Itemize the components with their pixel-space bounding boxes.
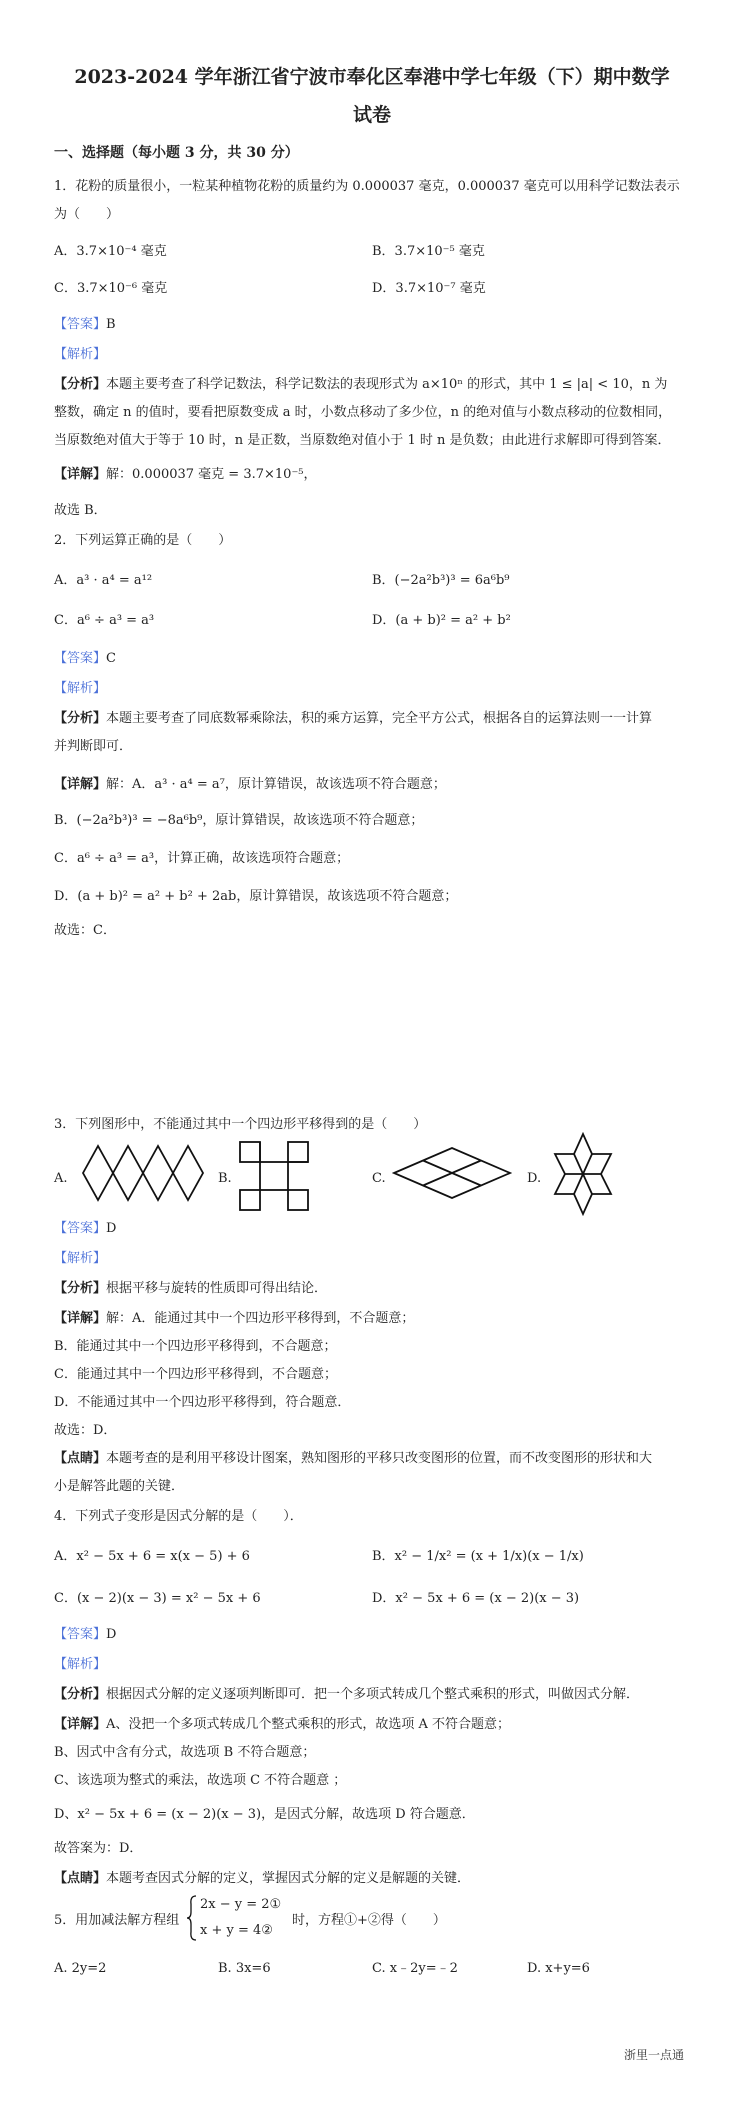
q3-figure-d — [545, 1132, 621, 1216]
q3-option-b-label: B. — [218, 1171, 232, 1186]
q2-analysis-label: 【解析】 — [54, 681, 107, 696]
comment-label: 【点睛】 — [54, 1871, 107, 1886]
q4-comment — [54, 1870, 470, 1888]
q4-option-a: A．x² − 5x + 6 = x(x − 5) + 6 — [54, 1549, 250, 1564]
answer-label: 【答案】 — [54, 1221, 107, 1236]
q1-answer-value: B — [106, 317, 116, 332]
fenxi-label: 【分析】 — [54, 1687, 107, 1702]
q3-option-a-label: A. — [54, 1171, 68, 1186]
q4-fenxi — [54, 1686, 639, 1704]
q2-detail-c: C．a⁶ ÷ a³ = a³，计算正确，故该选项符合题意； — [54, 851, 350, 866]
q4-detail-d: D、x² − 5x + 6 = (x − 2)(x − 3)，是因式分解，故选项 D 符合题意． — [54, 1807, 475, 1822]
q3-fenxi-text: 根据平移与旋转的性质即可得出结论． — [106, 1281, 328, 1296]
section-heading: 一、选择题（每小题 3 分，共 30 分） — [54, 145, 299, 161]
q1-option-b: B．3.7×10⁻⁵ 毫克 — [372, 244, 485, 259]
q3-conclusion: 故选：D． — [54, 1423, 117, 1438]
detail-label: 【详解】 — [54, 467, 107, 482]
detail-label: 【详解】 — [54, 1717, 107, 1732]
q4-stem: 4．下列式子变形是因式分解的是（ ）． — [54, 1509, 303, 1524]
q3-figure-b — [238, 1140, 310, 1212]
q4-option-b: B．x² − 1/x² = (x + 1/x)(x − 1/x) — [372, 1549, 584, 1564]
q4-option-d: D．x² − 5x + 6 = (x − 2)(x − 3) — [372, 1591, 580, 1606]
q4-answer-value: D — [106, 1627, 117, 1642]
q2-answer-value: C — [106, 651, 116, 666]
q3-option-d-label: D. — [527, 1171, 542, 1186]
q4-option-c: C．(x − 2)(x − 3) = x² − 5x + 6 — [54, 1591, 261, 1606]
q1-conclusion: 故选 B． — [54, 503, 107, 518]
q5-option-b: B. 3x=6 — [218, 1961, 271, 1976]
q1-stem: 1．花粉的质量很小，一粒某种植物花粉的质量约为 0.000037 毫克，0.000037 毫克可以用科学记数法表示 — [54, 179, 680, 194]
page-title-line2: 试卷 — [352, 104, 391, 126]
q1-fenxi-line3: 当原数绝对值大于等于 10 时，n 是正数，当原数绝对值小于 1 时 n 是负数；由此进行求解即可得到答案． — [54, 433, 671, 448]
q4-detail-c: C、该选项为整式的乘法，故选项 C 不符合题意 ； — [54, 1773, 347, 1788]
q3-answer-value: D — [106, 1221, 117, 1236]
q2-option-d: D．(a + b)² = a² + b² — [372, 613, 511, 628]
q1-detail-text: 解：0.000037 毫克 = 3.7×10⁻⁵， — [106, 467, 317, 482]
q5-equation-2: x + y = 4② — [200, 1923, 273, 1938]
q3-figure-c — [392, 1146, 512, 1200]
q4-analysis-label: 【解析】 — [54, 1657, 107, 1672]
q3-comment — [54, 1450, 652, 1468]
q3-analysis-label: 【解析】 — [54, 1251, 107, 1266]
q1-analysis-label: 【解析】 — [54, 347, 107, 362]
detail-label: 【详解】 — [54, 1311, 107, 1326]
answer-label: 【答案】 — [54, 1627, 107, 1642]
q3-comment-text: 本题考查的是利用平移设计图案，熟知图形的平移只改变图形的位置，而不改变图形的形状和大 — [106, 1451, 653, 1466]
q3-answer — [54, 1220, 116, 1238]
q1-option-c: C．3.7×10⁻⁶ 毫克 — [54, 281, 168, 296]
fenxi-label: 【分析】 — [54, 1281, 107, 1296]
q5-option-d: D. x+y=6 — [527, 1961, 590, 1976]
q2-fenxi — [54, 710, 652, 728]
q3-stem: 3．下列图形中，不能通过其中一个四边形平移得到的是（ ） — [54, 1117, 427, 1132]
q3-detail-b: B．能通过其中一个四边形平移得到，不合题意； — [54, 1339, 337, 1354]
q2-option-b: B．(−2a²b³)³ = 6a⁶b⁹ — [372, 573, 510, 588]
q4-detail-a-text: A、没把一个多项式转成几个整式乘积的形式，故选项 A 不符合题意； — [106, 1717, 511, 1732]
q2-detail-b: B．(−2a²b³)³ = −8a⁶b⁹，原计算错误，故该选项不符合题意； — [54, 813, 424, 828]
q2-answer — [54, 650, 116, 668]
q3-detail-a-text: 解：A．能通过其中一个四边形平移得到，不合题意； — [106, 1311, 415, 1326]
q5-stem: 5．用加减法解方程组 — [54, 1913, 180, 1928]
q3-comment-line2: 小是解答此题的关键． — [54, 1479, 185, 1494]
q3-fenxi — [54, 1280, 327, 1298]
q1-detail — [54, 466, 317, 484]
q2-detail-a-text: 解：A．a³ · a⁴ = a⁷，原计算错误，故该选项不符合题意； — [106, 777, 446, 792]
q2-fenxi-line2: 并判断即可． — [54, 739, 133, 754]
q3-figure-a — [80, 1143, 210, 1203]
q1-option-a: A．3.7×10⁻⁴ 毫克 — [54, 244, 167, 259]
detail-label: 【详解】 — [54, 777, 107, 792]
q4-detail-b: B、因式中含有分式，故选项 B 不符合题意； — [54, 1745, 316, 1760]
q5-option-a: A. 2y=2 — [54, 1961, 107, 1976]
fenxi-label: 【分析】 — [54, 377, 107, 392]
q2-conclusion: 故选：C． — [54, 923, 116, 938]
q3-detail-a — [54, 1310, 414, 1328]
q4-detail-a — [54, 1716, 510, 1734]
q1-fenxi — [54, 376, 667, 394]
q4-fenxi-text: 根据因式分解的定义逐项判断即可．把一个多项式转成几个整式乘积的形式，叫做因式分解． — [106, 1687, 640, 1702]
q5-equation-1: 2x − y = 2① — [200, 1897, 282, 1912]
q4-answer — [54, 1626, 116, 1644]
comment-label: 【点睛】 — [54, 1451, 107, 1466]
page-title: 2023-2024 学年浙江省宁波市奉化区奉港中学七年级（下）期中数学 — [74, 66, 670, 88]
q1-option-d: D．3.7×10⁻⁷ 毫克 — [372, 281, 486, 296]
q1-fenxi-text: 本题主要考查了科学记数法，科学记数法的表现形式为 a×10ⁿ 的形式，其中 1 ≤ |a| < 10，n 为 — [106, 377, 668, 392]
q3-option-c-label: C. — [372, 1171, 386, 1186]
answer-label: 【答案】 — [54, 651, 107, 666]
q1-stem-cont: 为（ ） — [54, 207, 120, 222]
q2-detail-a — [54, 776, 446, 794]
fenxi-label: 【分析】 — [54, 711, 107, 726]
answer-label: 【答案】 — [54, 317, 107, 332]
q2-option-c: C．a⁶ ÷ a³ = a³ — [54, 613, 155, 628]
q1-fenxi-line2: 整数，确定 n 的值时，要看把原数变成 a 时，小数点移动了多少位，n 的绝对值与小数点移动的位数相同， — [54, 405, 672, 420]
q3-detail-c: C．能通过其中一个四边形平移得到，不合题意； — [54, 1367, 337, 1382]
q1-answer — [54, 316, 116, 334]
q2-fenxi-text: 本题主要考查了同底数幂乘除法，积的乘方运算，完全平方公式，根据各自的运算法则一一计算 — [106, 711, 653, 726]
q5-stem-post: 时，方程①+②得（ ） — [292, 1913, 446, 1928]
q2-stem: 2．下列运算正确的是（ ） — [54, 533, 232, 548]
q2-option-a: A．a³ · a⁴ = a¹² — [54, 573, 153, 588]
q3-detail-d: D．不能通过其中一个四边形平移得到，符合题意． — [54, 1395, 351, 1410]
footer-brand: 浙里一点通 — [623, 2048, 684, 2062]
q5-brace — [186, 1894, 198, 1942]
q4-comment-text: 本题考查因式分解的定义，掌握因式分解的定义是解题的关键． — [106, 1871, 471, 1886]
q2-detail-d: D．(a + b)² = a² + b² + 2ab，原计算错误，故该选项不符合题意； — [54, 889, 458, 904]
q4-conclusion: 故答案为：D． — [54, 1841, 143, 1856]
q5-option-c: C. x﹣2y=﹣2 — [372, 1961, 458, 1976]
